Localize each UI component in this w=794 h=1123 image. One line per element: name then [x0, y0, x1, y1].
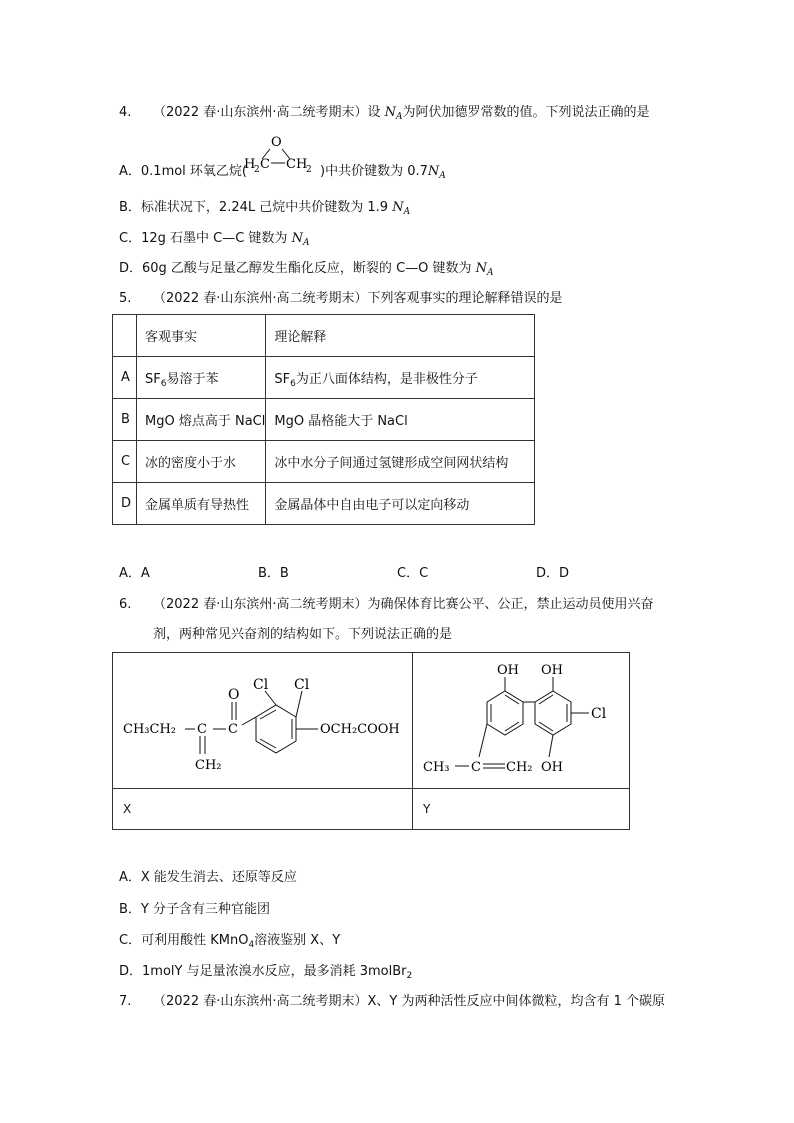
- x-cl-2: Cl: [294, 677, 310, 693]
- q4-option-d: [119, 260, 494, 278]
- q6-stem: [119, 596, 654, 614]
- q5-row-explanation: MgO 晶格能大于 NaCl: [266, 399, 535, 441]
- q6-option-d: [119, 963, 412, 981]
- q5-stem-text: 下列客观事实的理论解释错误的是: [367, 291, 563, 306]
- epoxide-h: H: [244, 157, 256, 172]
- q5-source: （2022 春·山东滨州·高二统考期末）: [153, 291, 368, 306]
- q6-structure-y-cell: [413, 653, 630, 789]
- q5-stem: [119, 290, 563, 308]
- q5-row-fact: $SF_6$易溶于苯: [137, 357, 266, 399]
- q4-option-a-post: )中共价键数为 0.7: [320, 164, 428, 179]
- table-row: [113, 399, 535, 441]
- q4-option-c-pre: C．12g 石墨中 C—C 键数为: [119, 231, 292, 246]
- y-vinyl-c: C: [471, 760, 481, 775]
- q5-header-explanation: 理论解释: [266, 315, 535, 357]
- q6-number: 6.: [119, 597, 132, 612]
- epoxide-c2-sub: 2: [306, 165, 312, 175]
- q6-source: （2022 春·山东滨州·高二统考期末）: [153, 597, 368, 612]
- q5-row-fact: MgO 熔点高于 NaCl: [137, 399, 266, 441]
- q5-header-blank: [113, 315, 137, 357]
- q6-stem-cont: 剂，两种常见兴奋剂的结构如下。下列说法正确的是: [153, 627, 453, 642]
- q5-row-label: A: [113, 357, 137, 399]
- q5-row-label: B: [113, 399, 137, 441]
- q4-option-b: [119, 199, 410, 217]
- q6-option-d-sub: 2: [406, 971, 413, 981]
- q5-row-label: C: [113, 441, 137, 483]
- q5-header-fact: 客观事实: [137, 315, 266, 357]
- q7-source: （2022 春·山东滨州·高二统考期末）: [153, 994, 368, 1009]
- q5-row-fact: 冰的密度小于水: [137, 441, 266, 483]
- q4-option-c-sub: A: [302, 238, 310, 248]
- q5-row-explanation: $SF_6$为正八面体结构，是非极性分子: [266, 357, 535, 399]
- q4-option-d-sub: A: [487, 268, 494, 278]
- x-methylene: CH₂: [195, 758, 222, 773]
- q5-number: 5.: [119, 291, 132, 306]
- q4-option-b-var: N: [392, 200, 404, 215]
- x-vinyl-c: C: [197, 722, 207, 737]
- q4-option-c: [119, 230, 309, 248]
- q4-number: 4.: [119, 105, 132, 120]
- x-ether-acid: OCH₂COOH: [320, 722, 400, 737]
- q6-label-x: X: [113, 789, 413, 830]
- epoxide-c1: C: [260, 157, 270, 172]
- q5-table-header: [113, 315, 535, 357]
- epoxide-c2: CH: [286, 157, 308, 172]
- q4-stem: [119, 104, 650, 122]
- y-methylene: CH₂: [506, 760, 533, 775]
- q4-stem-post: 为阿伏加德罗常数的值。下列说法正确的是: [402, 105, 650, 120]
- q4-option-a-sub: A: [439, 171, 446, 181]
- q4-var-sub: A: [396, 112, 403, 122]
- q5-option-a: A．A: [119, 566, 150, 581]
- q6-option-d-pre: D．1molY 与足量浓溴水反应，最多消耗 3molBr: [119, 964, 407, 979]
- q6-option-c-post: 溶液鉴别 X、Y: [254, 933, 341, 948]
- q4-option-d-var: N: [475, 261, 488, 276]
- q5-option-b: B．B: [258, 566, 289, 581]
- q4-option-b-sub: A: [403, 207, 411, 217]
- epoxide-o: O: [271, 135, 282, 150]
- y-methyl: CH₃: [423, 760, 450, 775]
- y-cl: Cl: [591, 706, 607, 722]
- y-oh-1: OH: [497, 663, 519, 678]
- y-oh-2: OH: [541, 663, 563, 678]
- q6-option-c-pre: C．可利用酸性 KMnO: [119, 933, 249, 948]
- q6-table: [112, 652, 630, 830]
- q4-var: N: [384, 105, 396, 120]
- q6-option-b: B．Y 分子含有三种官能团: [119, 902, 270, 917]
- q5-row-explanation: 冰中水分子间通过氢键形成空间网状结构: [266, 441, 535, 483]
- q6-option-c-sub: 4: [248, 940, 255, 950]
- q5-option-c: C．C: [397, 566, 429, 581]
- q6-option-c: [119, 932, 340, 950]
- q5-row-fact: 金属单质有导热性: [137, 483, 266, 525]
- x-carbonyl-c: C: [228, 722, 238, 737]
- q6-stem-line1: 为确保体育比赛公平、公正，禁止运动员使用兴奋: [367, 597, 654, 612]
- structure-x: [113, 653, 412, 788]
- y-oh-3: OH: [541, 760, 563, 775]
- table-row: [113, 483, 535, 525]
- epoxide-h-sub: 2: [254, 165, 260, 175]
- q4-stem-pre: 设: [367, 105, 385, 120]
- q5-row-explanation: 金属晶体中自由电子可以定向移动: [266, 483, 535, 525]
- epoxide-structure: [240, 132, 320, 178]
- table-row: [113, 357, 535, 399]
- q4-option-b-pre: B．标准状况下，2.24L 己烷中共价键数为 1.9: [119, 200, 393, 215]
- q4-option-c-var: N: [291, 231, 303, 246]
- q4-source: （2022 春·山东滨州·高二统考期末）: [153, 105, 368, 120]
- x-cl-1: Cl: [253, 677, 269, 693]
- q5-row-label: D: [113, 483, 137, 525]
- structure-y: [413, 653, 629, 788]
- q5-table: [112, 314, 535, 525]
- q4-option-a-pre: A．0.1mol 环氧乙烷(: [119, 164, 248, 179]
- q5-option-d: D．D: [536, 566, 570, 581]
- q6-structure-x-cell: [113, 653, 413, 789]
- q6-option-a: A．X 能发生消去、还原等反应: [119, 870, 297, 885]
- q7-stem: [119, 993, 665, 1011]
- x-carbonyl-o: O: [228, 687, 240, 703]
- q6-label-y: Y: [413, 789, 630, 830]
- q7-number: 7.: [119, 994, 132, 1009]
- table-row: [113, 441, 535, 483]
- q7-stem-text: X、Y 为两种活性反应中间体微粒，均含有 1 个碳原: [367, 994, 665, 1009]
- q4-option-d-pre: D．60g 乙酸与足量乙醇发生酯化反应，断裂的 C—O 键数为: [119, 261, 476, 276]
- x-ethyl: CH₃CH₂: [123, 722, 176, 737]
- q4-option-a-var: N: [427, 164, 440, 179]
